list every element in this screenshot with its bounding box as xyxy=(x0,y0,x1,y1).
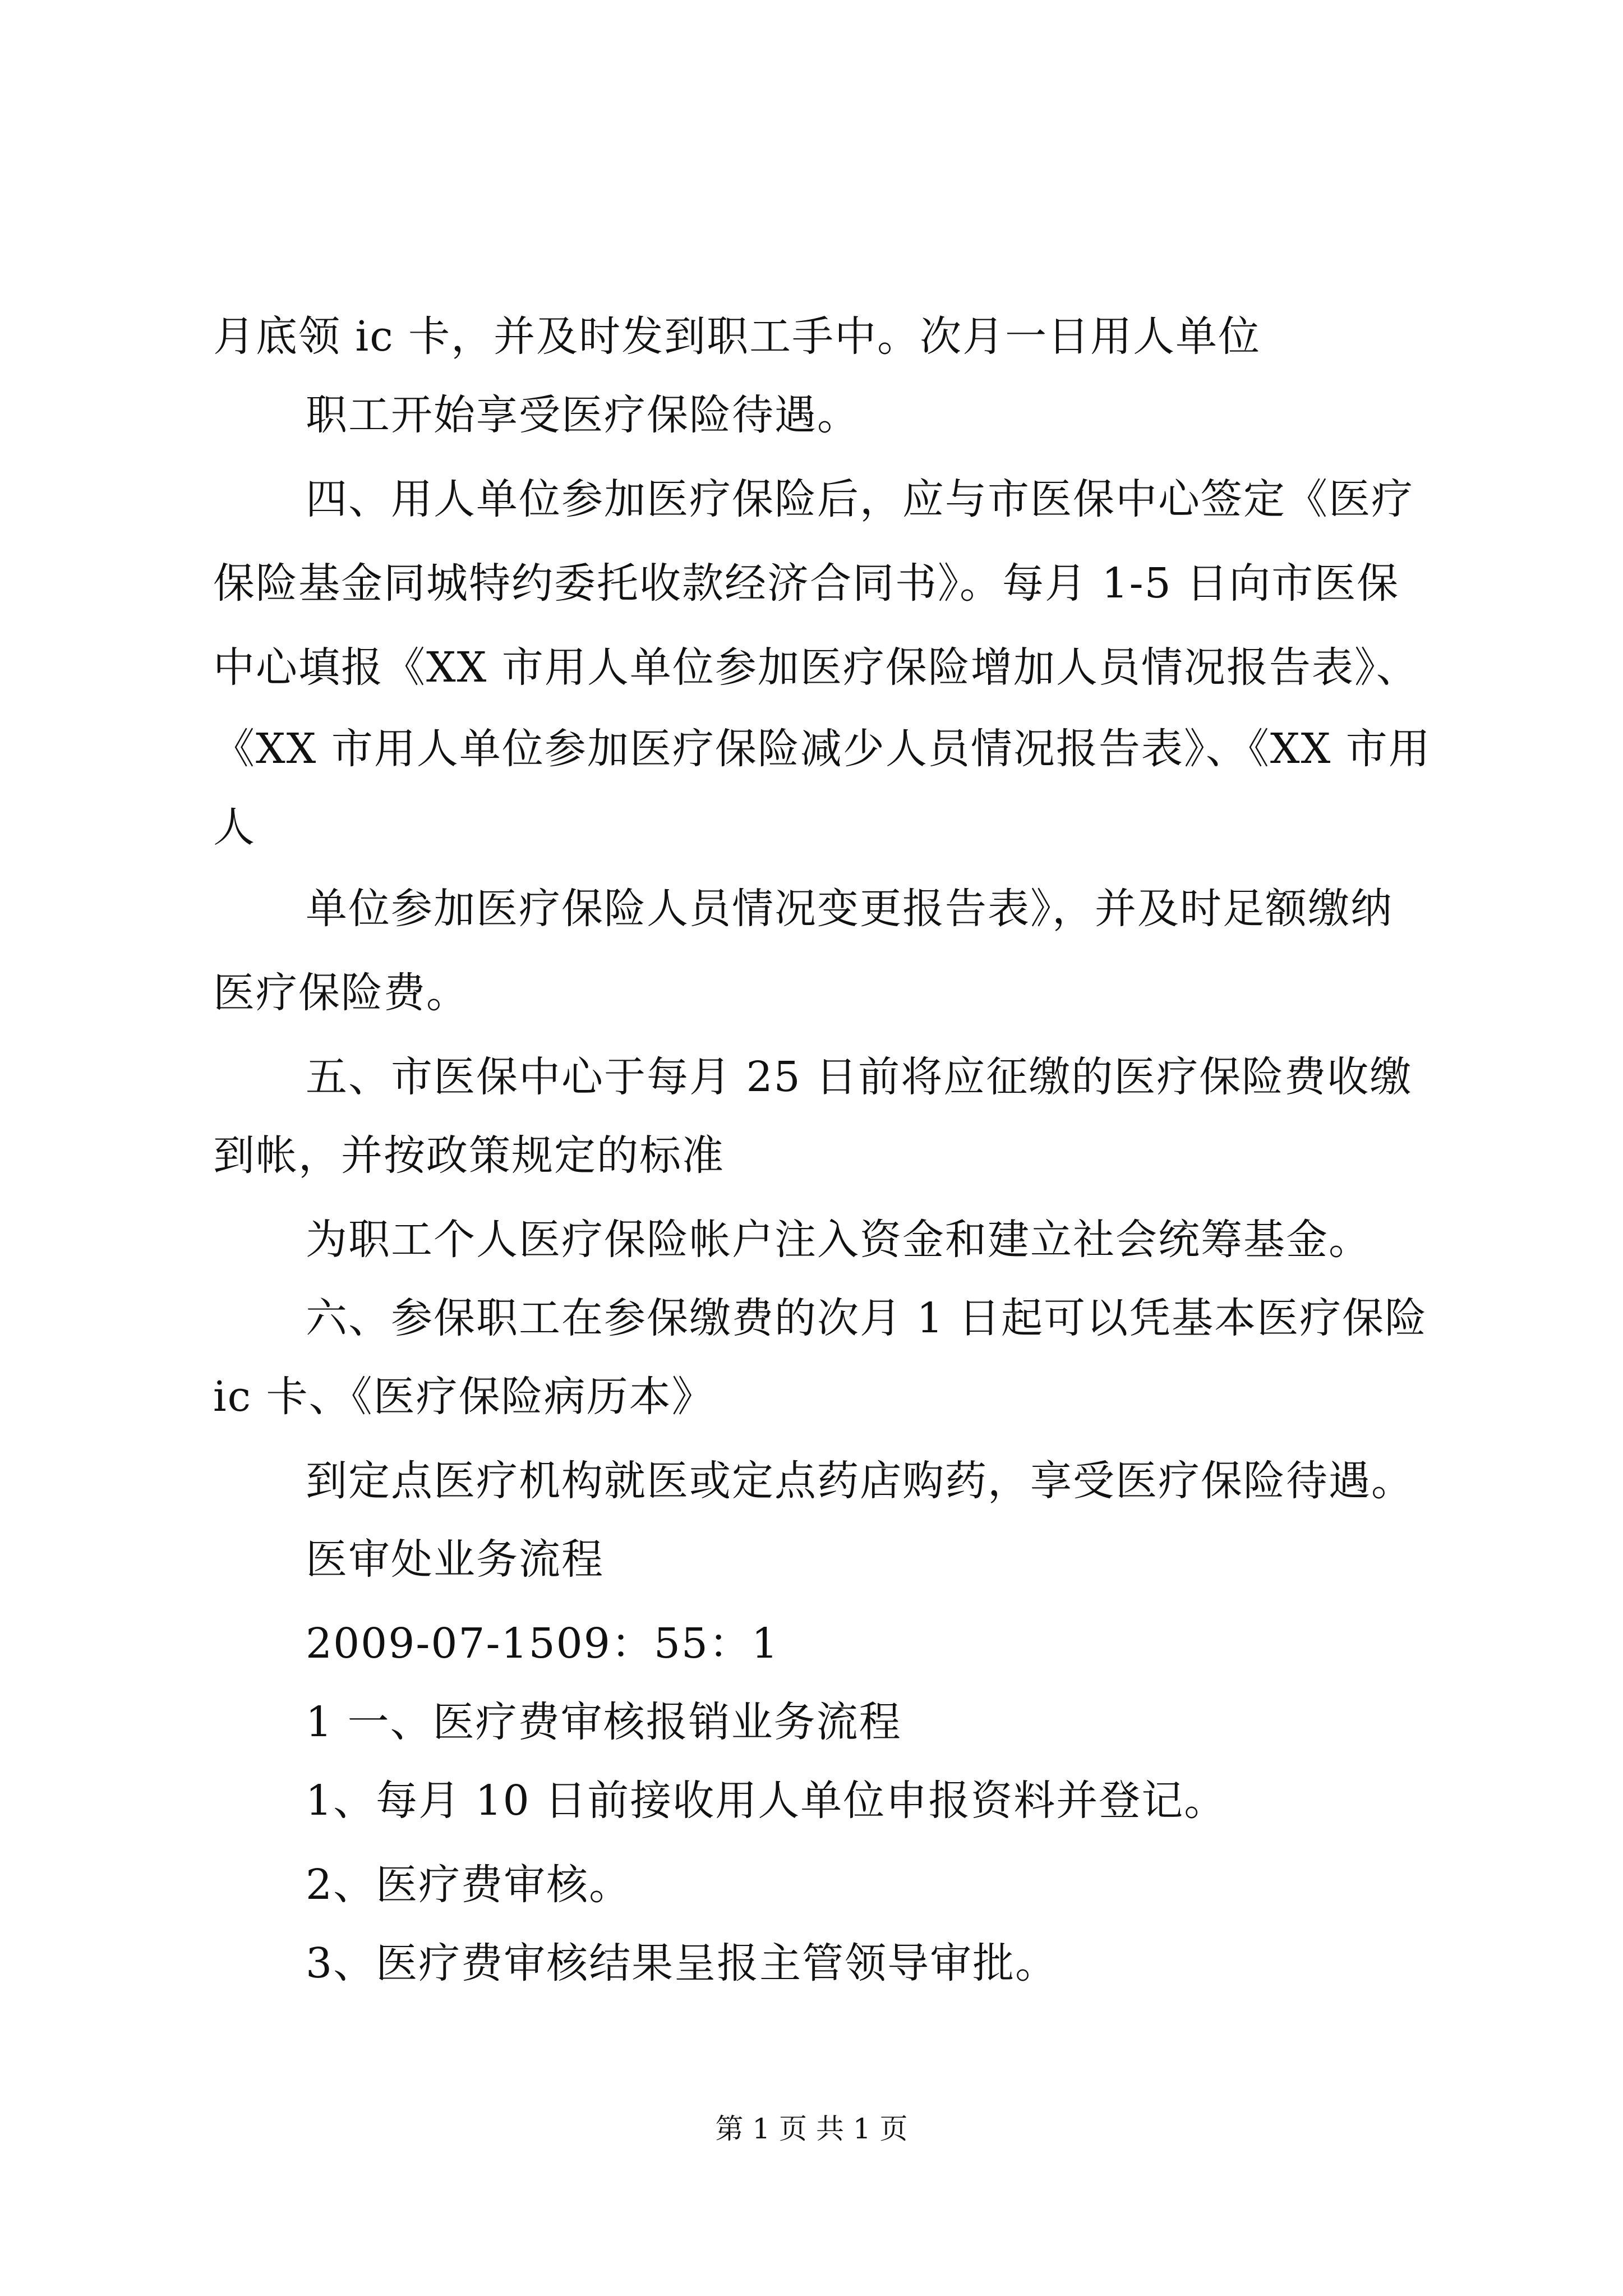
text-line: 《XX 市用人单位参加医疗保险减少人员情况报告表》、《XX 市用 xyxy=(213,725,1431,773)
text-line: 六、参保职工在参保缴费的次月 1 日起可以凭基本医疗保险 xyxy=(306,1294,1428,1342)
text-line: 五、市医保中心于每月 25 日前将应征缴的医疗保险费收缴 xyxy=(306,1053,1413,1101)
text-line: 到定点医疗机构就医或定点药店购药，享受医疗保险待遇。 xyxy=(306,1457,1414,1505)
text-line: 1、每月 10 日前接收用人单位申报资料并登记。 xyxy=(306,1777,1227,1825)
section-heading: 医审处业务流程 xyxy=(306,1535,604,1584)
text-line: 四、用人单位参加医疗保险后，应与市医保中心签定《医疗 xyxy=(306,475,1414,523)
timestamp: 2009-07-1509：55：1 xyxy=(306,1619,780,1668)
text-line: 保险基金同城特约委托收款经济合同书》。每月 1-5 日向市医保 xyxy=(213,559,1400,608)
text-line: 医疗保险费。 xyxy=(213,969,469,1017)
text-line: 单位参加医疗保险人员情况变更报告表》，并及时足额缴纳 xyxy=(306,885,1393,933)
text-line: 1 一、医疗费审核报销业务流程 xyxy=(306,1698,902,1746)
text-line: 职工开始享受医疗保险待遇。 xyxy=(306,391,860,439)
text-line: 到帐，并按政策规定的标准 xyxy=(213,1131,725,1180)
page-footer: 第 1 页 共 1 页 xyxy=(715,2113,908,2145)
text-line: 月底领 ic 卡，并及时发到职工手中。次月一日用人单位 xyxy=(213,312,1261,361)
text-line: ic 卡、《医疗保险病历本》 xyxy=(213,1373,714,1421)
text-line: 3、医疗费审核结果呈报主管领导审批。 xyxy=(306,1939,1058,1987)
text-line: 2、医疗费审核。 xyxy=(306,1861,632,1909)
text-line: 人 xyxy=(213,803,256,852)
text-line: 中心填报《XX 市用人单位参加医疗保险增加人员情况报告表》、 xyxy=(213,643,1419,692)
text-line: 为职工个人医疗保险帐户注入资金和建立社会统筹基金。 xyxy=(306,1216,1371,1264)
